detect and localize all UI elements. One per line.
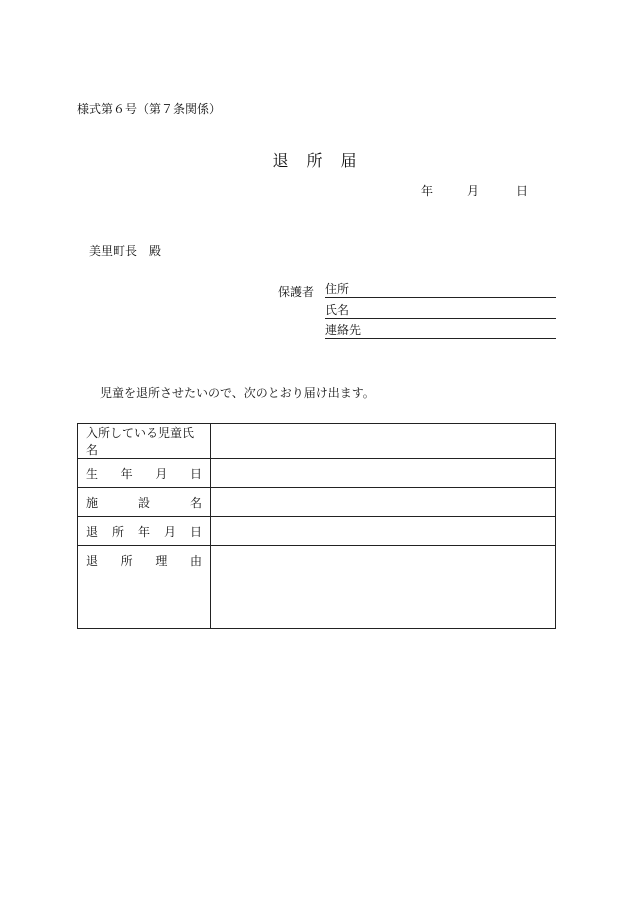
- row-label-withdrawal-date: [78, 517, 211, 546]
- guardian-label: 保護者: [278, 285, 315, 299]
- guardian-name-field[interactable]: [325, 302, 556, 319]
- label-char: 理: [155, 554, 168, 568]
- date-year-label: 年: [421, 184, 434, 198]
- label-char: 退: [86, 524, 99, 539]
- child-name-value[interactable]: [211, 424, 556, 459]
- birthdate-value[interactable]: [211, 459, 556, 488]
- table-row: [78, 459, 556, 488]
- guardian-name-label: 氏名: [325, 303, 350, 317]
- label-char: 日: [189, 524, 202, 539]
- label-char: 月: [163, 524, 176, 539]
- label-char: 月: [155, 466, 168, 481]
- guardian-address-label: 住所: [325, 282, 350, 296]
- guardian-address-field[interactable]: [325, 281, 556, 298]
- guardian-contact-field[interactable]: [325, 322, 556, 339]
- label-char: 施: [86, 495, 99, 510]
- table-row: [78, 488, 556, 517]
- label-char: 生: [86, 466, 99, 481]
- table-row: [78, 424, 556, 459]
- date-day-label: 日: [516, 184, 529, 198]
- statement-text: 児童を退所させたいので、次のとおり届け出ます。: [100, 386, 375, 400]
- withdrawal-form-table: [77, 423, 556, 629]
- page-title: 退 所 届: [272, 151, 358, 170]
- facility-name-value[interactable]: [211, 488, 556, 517]
- label-char: 日: [189, 466, 202, 481]
- row-label-birthdate: [78, 459, 211, 488]
- label-char: 年: [120, 466, 133, 481]
- label-char: 設: [137, 495, 150, 510]
- label-char: 入所している児童氏名: [86, 426, 195, 457]
- label-char: 退: [86, 554, 99, 568]
- table-row: [78, 517, 556, 546]
- guardian-contact-label: 連絡先: [325, 323, 362, 337]
- label-char: 所: [111, 524, 124, 539]
- withdrawal-reason-value[interactable]: [211, 546, 556, 629]
- addressee: 美里町長 殿: [89, 244, 162, 258]
- withdrawal-date-value[interactable]: [211, 517, 556, 546]
- row-label-facility-name: [78, 488, 211, 517]
- form-number: 様式第６号（第７条関係）: [77, 102, 222, 116]
- date-month-label: 月: [467, 184, 480, 198]
- row-label-withdrawal-reason: [78, 546, 211, 629]
- label-char: 年: [137, 524, 150, 539]
- table-row: [78, 546, 556, 629]
- label-char: 名: [189, 495, 202, 510]
- row-label-child-name: [78, 424, 211, 459]
- label-char: 由: [189, 554, 202, 568]
- label-char: 所: [120, 554, 133, 568]
